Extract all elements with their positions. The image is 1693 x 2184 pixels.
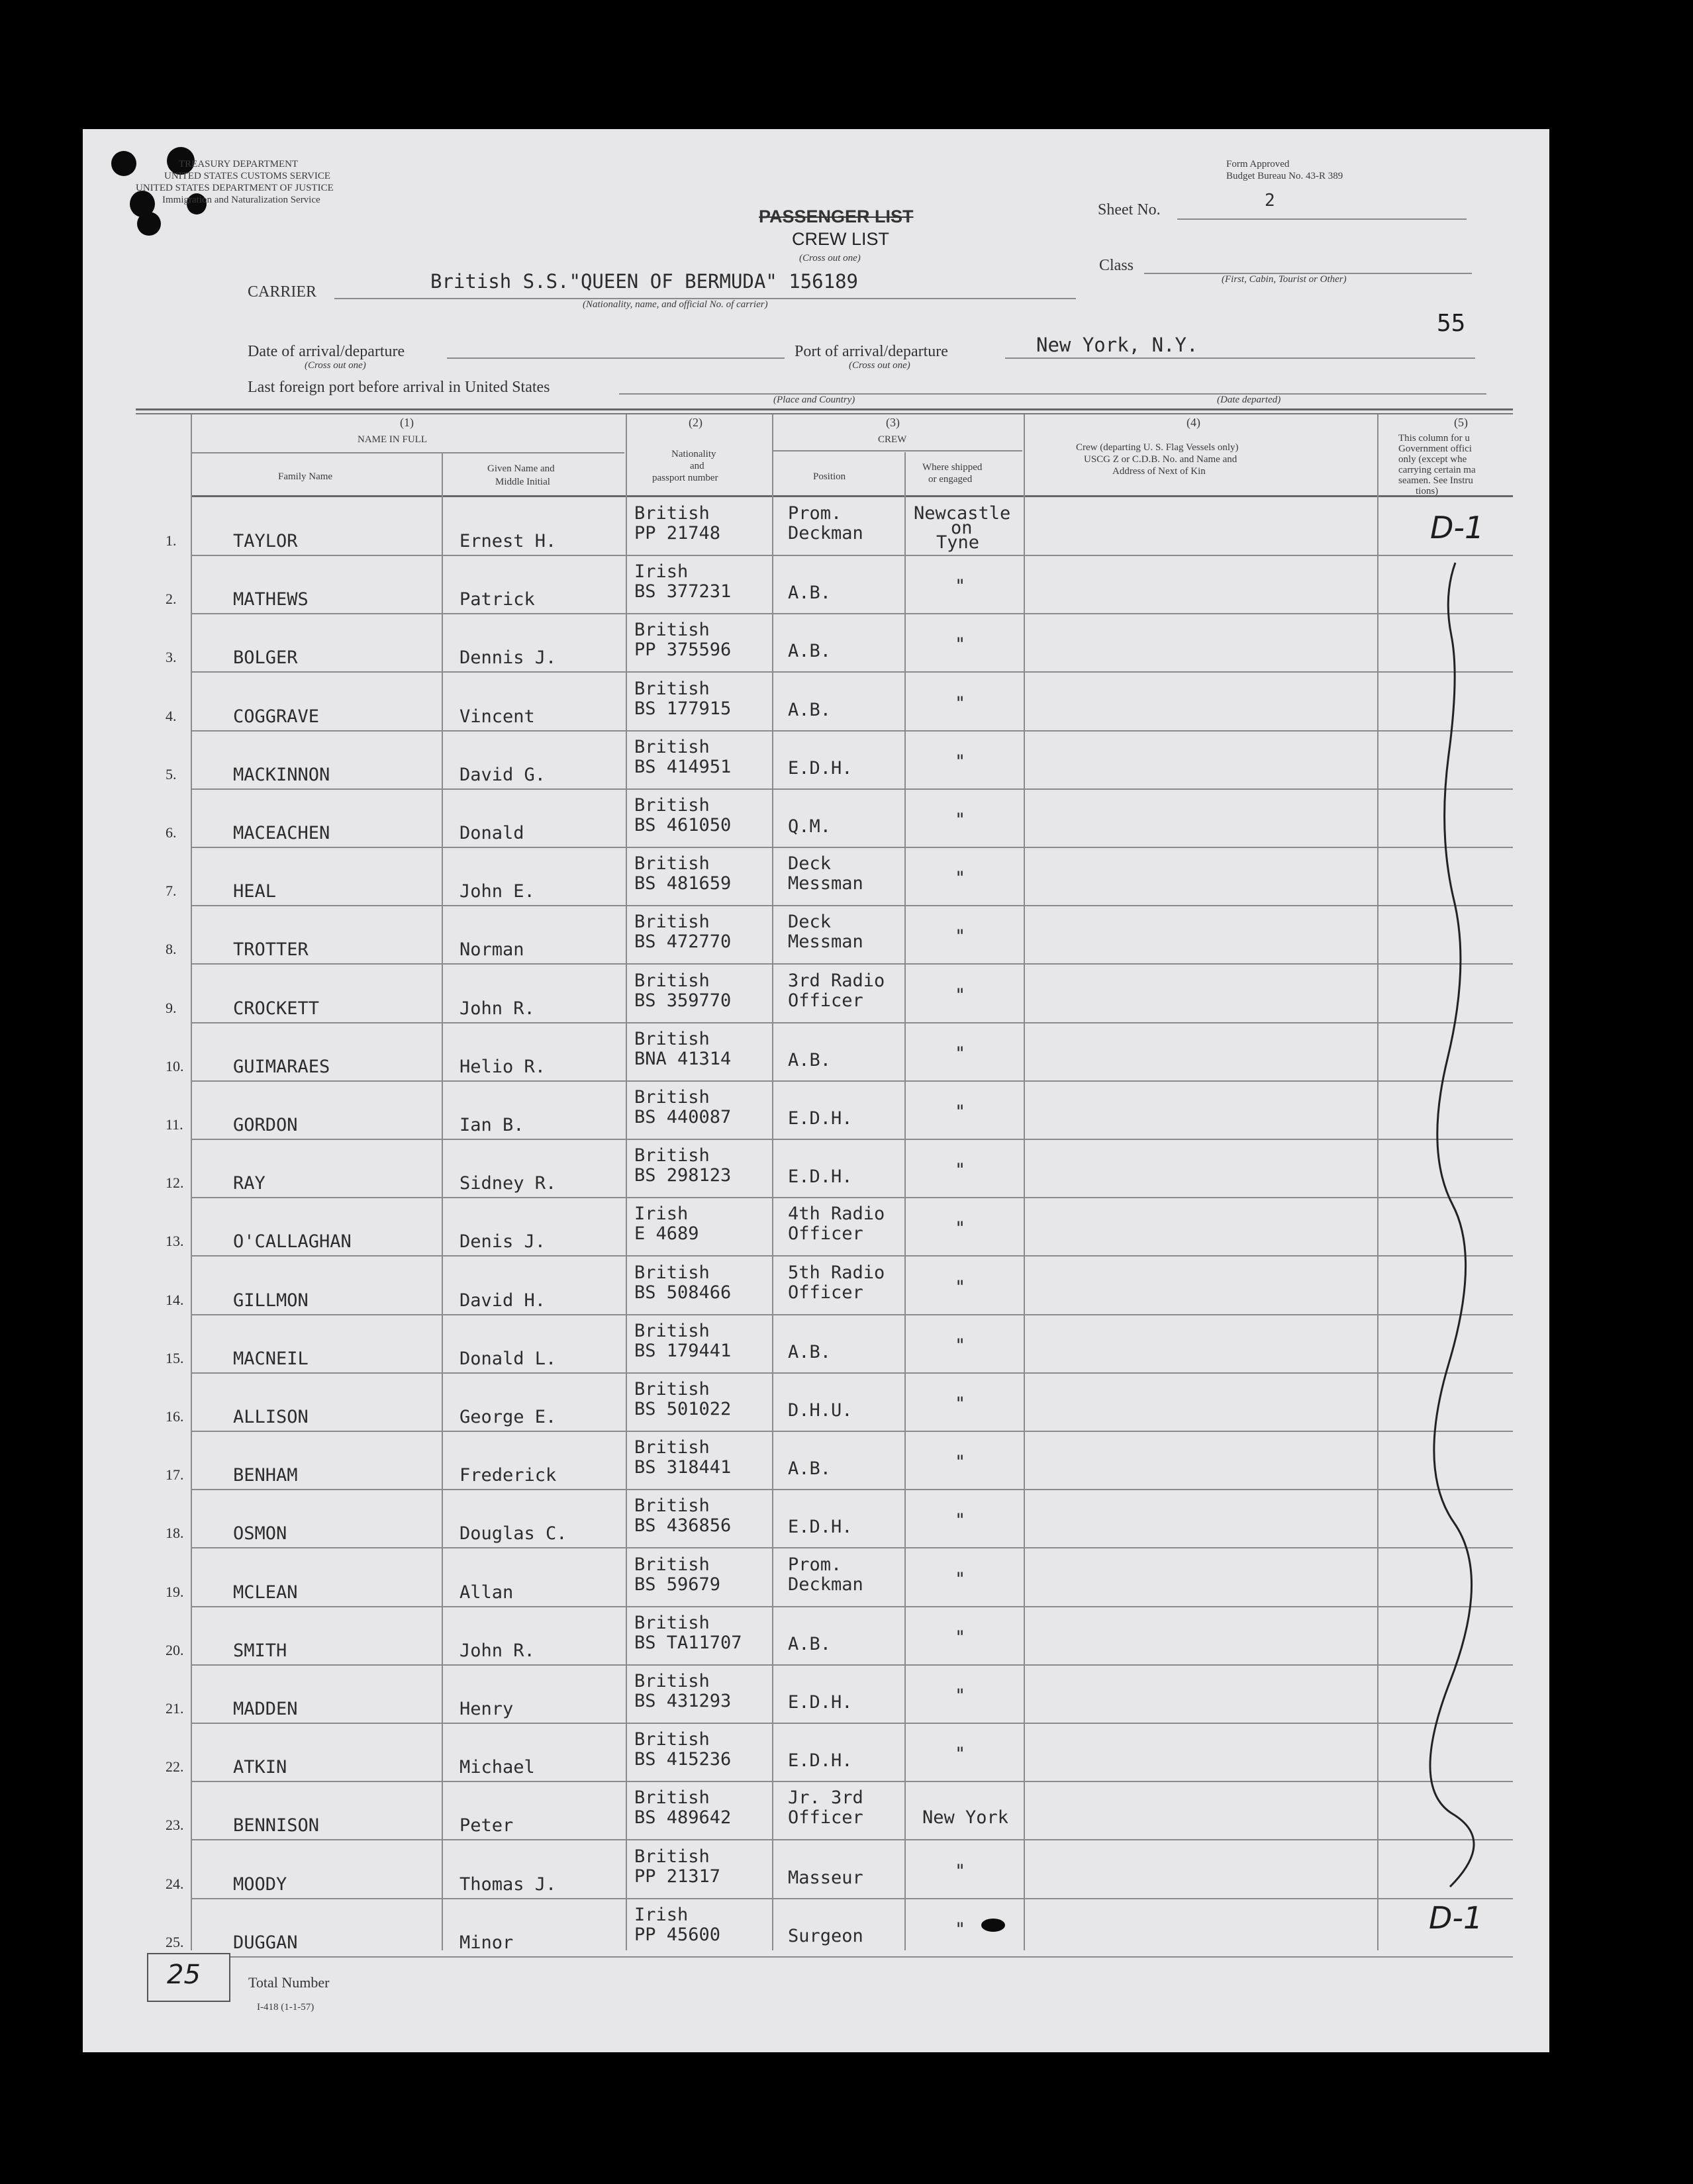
shipped-line-1: " <box>955 693 966 714</box>
col3-number: (3) <box>886 416 900 429</box>
position-line-1: 3rd Radio <box>788 971 885 991</box>
row-number: 16. <box>166 1408 184 1425</box>
family-name: MOODY <box>233 1874 287 1895</box>
family-name: MADDEN <box>233 1699 298 1719</box>
passport-number: BS 431293 <box>634 1691 732 1711</box>
position-line-2: Officer <box>788 1807 863 1828</box>
col5-number: (5) <box>1454 416 1468 429</box>
family-name: O'CALLAGHAN <box>233 1231 352 1252</box>
sheet-number: 2 <box>1265 191 1275 211</box>
position-line-2: Deckman <box>788 1574 863 1595</box>
passport-number: BS 440087 <box>634 1107 732 1127</box>
row-number: 14. <box>166 1292 184 1308</box>
passport-number: E 4689 <box>634 1223 699 1244</box>
port-label: Port of arrival/departure <box>795 343 948 360</box>
family-name: ALLISON <box>233 1407 309 1427</box>
col-given-header: Given Name and <box>487 463 555 474</box>
nationality: British <box>634 1145 710 1166</box>
nationality: British <box>634 1787 710 1808</box>
sheet-label: Sheet No. <box>1098 201 1161 218</box>
passport-number: BS 481659 <box>634 873 732 894</box>
col5-title-6: tions) <box>1416 486 1439 497</box>
passport-number: PP 375596 <box>634 640 732 660</box>
row-number: 8. <box>166 941 177 957</box>
given-name: Henry <box>460 1699 514 1719</box>
given-name: Sidney R. <box>460 1173 557 1194</box>
passport-number: BS 318441 <box>634 1457 732 1478</box>
col4-number: (4) <box>1186 416 1200 429</box>
passport-number: BS 359770 <box>634 990 732 1011</box>
passport-number: BS TA11707 <box>634 1633 742 1653</box>
nationality: Irish <box>634 1905 689 1925</box>
shipped-line-1: " <box>955 1160 966 1180</box>
passport-number: BS 177915 <box>634 698 732 719</box>
date-departed-caption: (Date departed) <box>1217 395 1281 405</box>
family-name: ATKIN <box>233 1757 287 1778</box>
family-name: BOLGER <box>233 647 298 668</box>
family-name: CROCKETT <box>233 998 320 1019</box>
total-label: Total Number <box>248 1974 330 1991</box>
row-number: 12. <box>166 1174 184 1191</box>
shipped-line-1: " <box>955 868 966 888</box>
position-line-1: Q.M. <box>788 816 832 837</box>
family-name: GILLMON <box>233 1290 309 1311</box>
col1-number: (1) <box>400 416 414 429</box>
col5-title-2: Government offici <box>1398 444 1472 454</box>
family-name: RAY <box>233 1173 266 1194</box>
passenger-list-struck: PASSENGER LIST <box>759 207 914 226</box>
nationality: Irish <box>634 561 689 582</box>
family-name: BENHAM <box>233 1465 298 1486</box>
agency-line: Immigration and Naturalization Service <box>162 195 320 205</box>
nationality: British <box>634 679 710 699</box>
shipped-line-1: Newcastle <box>914 503 1011 524</box>
position-line-1: A.B. <box>788 641 832 661</box>
row-rule <box>191 1255 1513 1257</box>
given-name: Patrick <box>460 589 535 610</box>
port-value: New York, N.Y. <box>1036 334 1198 356</box>
row-number: 18. <box>166 1525 184 1541</box>
date-label: Date of arrival/departure <box>248 343 405 360</box>
row-rule <box>191 1547 1513 1548</box>
position-line-1: Surgeon <box>788 1926 863 1946</box>
row-number: 24. <box>166 1875 184 1892</box>
given-name: Frederick <box>460 1465 557 1486</box>
form-code: I-418 (1-1-57) <box>257 2002 314 2013</box>
position-line-2: Messman <box>788 873 863 894</box>
given-name: Dennis J. <box>460 647 557 668</box>
passport-number: BS 179441 <box>634 1341 732 1361</box>
position-line-1: A.B. <box>788 700 832 720</box>
passport-number: PP 21748 <box>634 523 721 544</box>
col1-title: NAME IN FULL <box>358 434 427 445</box>
passport-number: BS 501022 <box>634 1399 732 1419</box>
nationality: British <box>634 795 710 816</box>
given-name: Michael <box>460 1757 535 1778</box>
nationality: British <box>634 1846 710 1867</box>
agency-line: UNITED STATES CUSTOMS SERVICE <box>164 171 331 181</box>
nationality: British <box>634 1321 710 1341</box>
given-name: Donald L. <box>460 1349 557 1369</box>
col3-title: CREW <box>878 434 907 445</box>
family-name: COGGRAVE <box>233 706 320 727</box>
given-name: Thomas J. <box>460 1874 557 1895</box>
given-name: Peter <box>460 1815 514 1836</box>
stamp-number: 55 <box>1437 310 1466 337</box>
position-line-1: 5th Radio <box>788 1262 885 1283</box>
shipped-line-1: " <box>955 576 966 596</box>
row-number: 3. <box>166 649 177 665</box>
given-name: John R. <box>460 998 535 1019</box>
position-line-1: E.D.H. <box>788 1692 853 1713</box>
shipped-line-1: " <box>955 1335 966 1356</box>
position-line-1: A.B. <box>788 583 832 603</box>
passport-number: BS 461050 <box>634 815 732 835</box>
row-rule <box>191 1839 1513 1840</box>
passport-number: BS 59679 <box>634 1574 721 1595</box>
row-number: 22. <box>166 1758 184 1775</box>
row-number: 25. <box>166 1934 184 1950</box>
family-name: MCLEAN <box>233 1582 298 1603</box>
position-line-1: A.B. <box>788 1458 832 1479</box>
given-name: David G. <box>460 765 546 785</box>
given-name: John E. <box>460 881 535 902</box>
shipped-line-1: " <box>955 1627 966 1648</box>
passport-number: BS 414951 <box>634 757 732 777</box>
position-line-1: Jr. 3rd <box>788 1787 863 1808</box>
row-number: 21. <box>166 1700 184 1717</box>
given-name: Ian B. <box>460 1115 524 1135</box>
nationality: British <box>634 1029 710 1049</box>
family-name: TAYLOR <box>233 531 298 551</box>
given-name: Denis J. <box>460 1231 546 1252</box>
class-label: Class <box>1099 257 1134 274</box>
col5-title-4: carrying certain ma <box>1398 465 1476 475</box>
agency-line: UNITED STATES DEPARTMENT OF JUSTICE <box>136 183 334 193</box>
row-rule <box>191 963 1513 965</box>
col2-title-3: passport number <box>652 473 718 483</box>
row-number: 4. <box>166 708 177 724</box>
col-shipped-header-2: or engaged <box>928 474 973 485</box>
family-name: GORDON <box>233 1115 298 1135</box>
position-line-1: E.D.H. <box>788 1517 853 1537</box>
shipped-line-2: on <box>951 518 973 538</box>
family-name: MACEACHEN <box>233 823 330 843</box>
row-number: 13. <box>166 1233 184 1249</box>
row-number: 9. <box>166 1000 177 1016</box>
shipped-line-1: " <box>955 926 966 947</box>
nationality: British <box>634 1613 710 1633</box>
given-name: George E. <box>460 1407 557 1427</box>
d1-annotation-bottom: D-1 <box>1429 1900 1483 1936</box>
position-line-1: Masseur <box>788 1868 863 1888</box>
family-name: DUGGAN <box>233 1932 298 1953</box>
budget-bureau: Budget Bureau No. 43-R 389 <box>1226 171 1343 181</box>
passport-number: BS 436856 <box>634 1515 732 1536</box>
position-line-1: 4th Radio <box>788 1204 885 1224</box>
nationality: British <box>634 912 710 932</box>
position-line-1: D.H.U. <box>788 1400 853 1421</box>
col4-title: Crew (departing U. S. Flag Vessels only) <box>1076 442 1239 453</box>
family-name: MATHEWS <box>233 589 309 610</box>
position-line-1: A.B. <box>788 1634 832 1654</box>
class-caption: (First, Cabin, Tourist or Other) <box>1222 274 1347 285</box>
place-caption: (Place and Country) <box>773 395 855 405</box>
given-name: David H. <box>460 1290 546 1311</box>
family-name: SMITH <box>233 1640 287 1661</box>
row-number: 17. <box>166 1466 184 1483</box>
shipped-line-1: " <box>955 1043 966 1064</box>
shipped-line-1: New York <box>922 1807 1009 1828</box>
given-name: John R. <box>460 1640 535 1661</box>
row-number: 19. <box>166 1584 184 1600</box>
passport-number: BS 298123 <box>634 1165 732 1186</box>
nationality: British <box>634 737 710 757</box>
shipped-line-1: " <box>955 1102 966 1122</box>
row-number: 5. <box>166 766 177 783</box>
row-number: 15. <box>166 1350 184 1366</box>
shipped-line-1: " <box>955 810 966 830</box>
passport-number: PP 21317 <box>634 1866 721 1887</box>
cross-out-note: (Cross out one) <box>799 253 861 263</box>
family-name: BENNISON <box>233 1815 320 1836</box>
nationality: British <box>634 1671 710 1691</box>
col-shipped-header: Where shipped <box>922 462 983 473</box>
shipped-line-1: " <box>955 1685 966 1706</box>
col2-number: (2) <box>689 416 702 429</box>
nationality: British <box>634 1437 710 1458</box>
family-name: OSMON <box>233 1523 287 1544</box>
col2-title: Nationality <box>671 449 716 459</box>
passport-number: BS 508466 <box>634 1282 732 1303</box>
position-line-2: Messman <box>788 931 863 952</box>
nationality: British <box>634 971 710 991</box>
d1-annotation-top: D-1 <box>1430 510 1484 546</box>
family-name: HEAL <box>233 881 277 902</box>
port-cross-out: (Cross out one) <box>849 360 910 371</box>
row-number: 23. <box>166 1817 184 1833</box>
position-line-1: E.D.H. <box>788 1108 853 1129</box>
last-port-label: Last foreign port before arrival in United States <box>248 379 550 396</box>
family-name: MACKINNON <box>233 765 330 785</box>
passport-number: BS 472770 <box>634 931 732 952</box>
given-name: Helio R. <box>460 1057 546 1077</box>
position-line-2: Officer <box>788 1282 863 1303</box>
nationality: British <box>634 620 710 640</box>
col5-title-5: seamen. See Instru <box>1398 475 1473 486</box>
passport-number: BS 415236 <box>634 1749 732 1770</box>
row-rule <box>191 671 1513 673</box>
punch-hole <box>111 151 136 176</box>
nationality: British <box>634 503 710 524</box>
nationality: British <box>634 1087 710 1108</box>
shipped-line-1: " <box>955 1744 966 1764</box>
position-line-1: Prom. <box>788 1554 842 1575</box>
position-line-1: Deck <box>788 912 832 932</box>
shipped-line-1: " <box>955 1510 966 1531</box>
passport-number: BS 489642 <box>634 1807 732 1828</box>
position-line-1: A.B. <box>788 1342 832 1362</box>
shipped-line-1: " <box>955 1218 966 1239</box>
form-approved: Form Approved <box>1226 159 1290 169</box>
nationality: British <box>634 1729 710 1750</box>
position-line-1: E.D.H. <box>788 758 853 779</box>
position-line-1: Prom. <box>788 503 842 524</box>
given-name: Vincent <box>460 706 535 727</box>
carrier-value: British S.S."QUEEN OF BERMUDA" 156189 <box>430 270 859 293</box>
nationality: British <box>634 1554 710 1575</box>
table-top-rule <box>136 408 1513 410</box>
row-number: 1. <box>166 532 177 549</box>
family-name: GUIMARAES <box>233 1057 330 1077</box>
col-family-header: Family Name <box>278 471 333 482</box>
shipped-line-1: " <box>955 985 966 1006</box>
passport-number: PP 45600 <box>634 1924 721 1945</box>
position-line-1: E.D.H. <box>788 1166 853 1187</box>
row-number: 6. <box>166 824 177 841</box>
shipped-line-1: " <box>955 1277 966 1298</box>
carrier-caption: (Nationality, name, and official No. of carrier) <box>583 299 768 310</box>
punch-hole <box>137 212 161 236</box>
shipped-line-1: " <box>955 1861 966 1881</box>
family-name: TROTTER <box>233 939 309 960</box>
given-name: Douglas C. <box>460 1523 567 1544</box>
col4-title-3: Address of Next of Kin <box>1112 466 1206 477</box>
position-line-1: Deck <box>788 853 832 874</box>
given-name: Minor <box>460 1932 514 1953</box>
position-line-1: A.B. <box>788 1050 832 1070</box>
nationality: British <box>634 853 710 874</box>
row-number: 20. <box>166 1642 184 1658</box>
col4-title-2: USCG Z or C.D.B. No. and Name and <box>1084 454 1237 465</box>
shipped-line-1: " <box>955 1919 966 1940</box>
row-number: 7. <box>166 882 177 899</box>
ditto-bracket-line <box>1424 556 1483 1893</box>
col5-title-3: only (except whe <box>1398 454 1467 465</box>
shipped-line-1: " <box>955 1569 966 1590</box>
position-line-2: Deckman <box>788 523 863 544</box>
position-line-2: Officer <box>788 1223 863 1244</box>
row-rule <box>191 1956 1513 1958</box>
nationality: British <box>634 1496 710 1516</box>
shipped-line-1: " <box>955 634 966 655</box>
shipped-line-1: " <box>955 1452 966 1472</box>
shipped-line-1: " <box>955 1394 966 1414</box>
row-number: 11. <box>166 1116 183 1133</box>
nationality: British <box>634 1262 710 1283</box>
nationality: British <box>634 1379 710 1400</box>
given-name: Ernest H. <box>460 531 557 551</box>
carrier-label: CARRIER <box>248 283 317 301</box>
nationality: Irish <box>634 1204 689 1224</box>
row-number: 10. <box>166 1058 184 1074</box>
shipped-line-1: " <box>955 751 966 772</box>
passport-number: BNA 41314 <box>634 1049 732 1069</box>
given-name: Donald <box>460 823 524 843</box>
col-position-header: Position <box>813 471 846 482</box>
agency-line: TREASURY DEPARTMENT <box>179 159 299 169</box>
row-number: 2. <box>166 591 177 607</box>
total-handwritten: 25 <box>167 1960 201 1990</box>
position-line-1: E.D.H. <box>788 1750 853 1771</box>
given-name: Norman <box>460 939 524 960</box>
family-name: MACNEIL <box>233 1349 309 1369</box>
col-given-header-2: Middle Initial <box>495 477 550 487</box>
date-cross-out: (Cross out one) <box>305 360 366 371</box>
shipped-line-3: Tyne <box>936 532 980 553</box>
position-line-2: Officer <box>788 990 863 1011</box>
col2-title-2: and <box>690 461 704 471</box>
crew-list-title: CREW LIST <box>792 229 890 249</box>
passport-number: BS 377231 <box>634 581 732 602</box>
col5-title: This column for u <box>1398 433 1470 444</box>
given-name: Allan <box>460 1582 514 1603</box>
